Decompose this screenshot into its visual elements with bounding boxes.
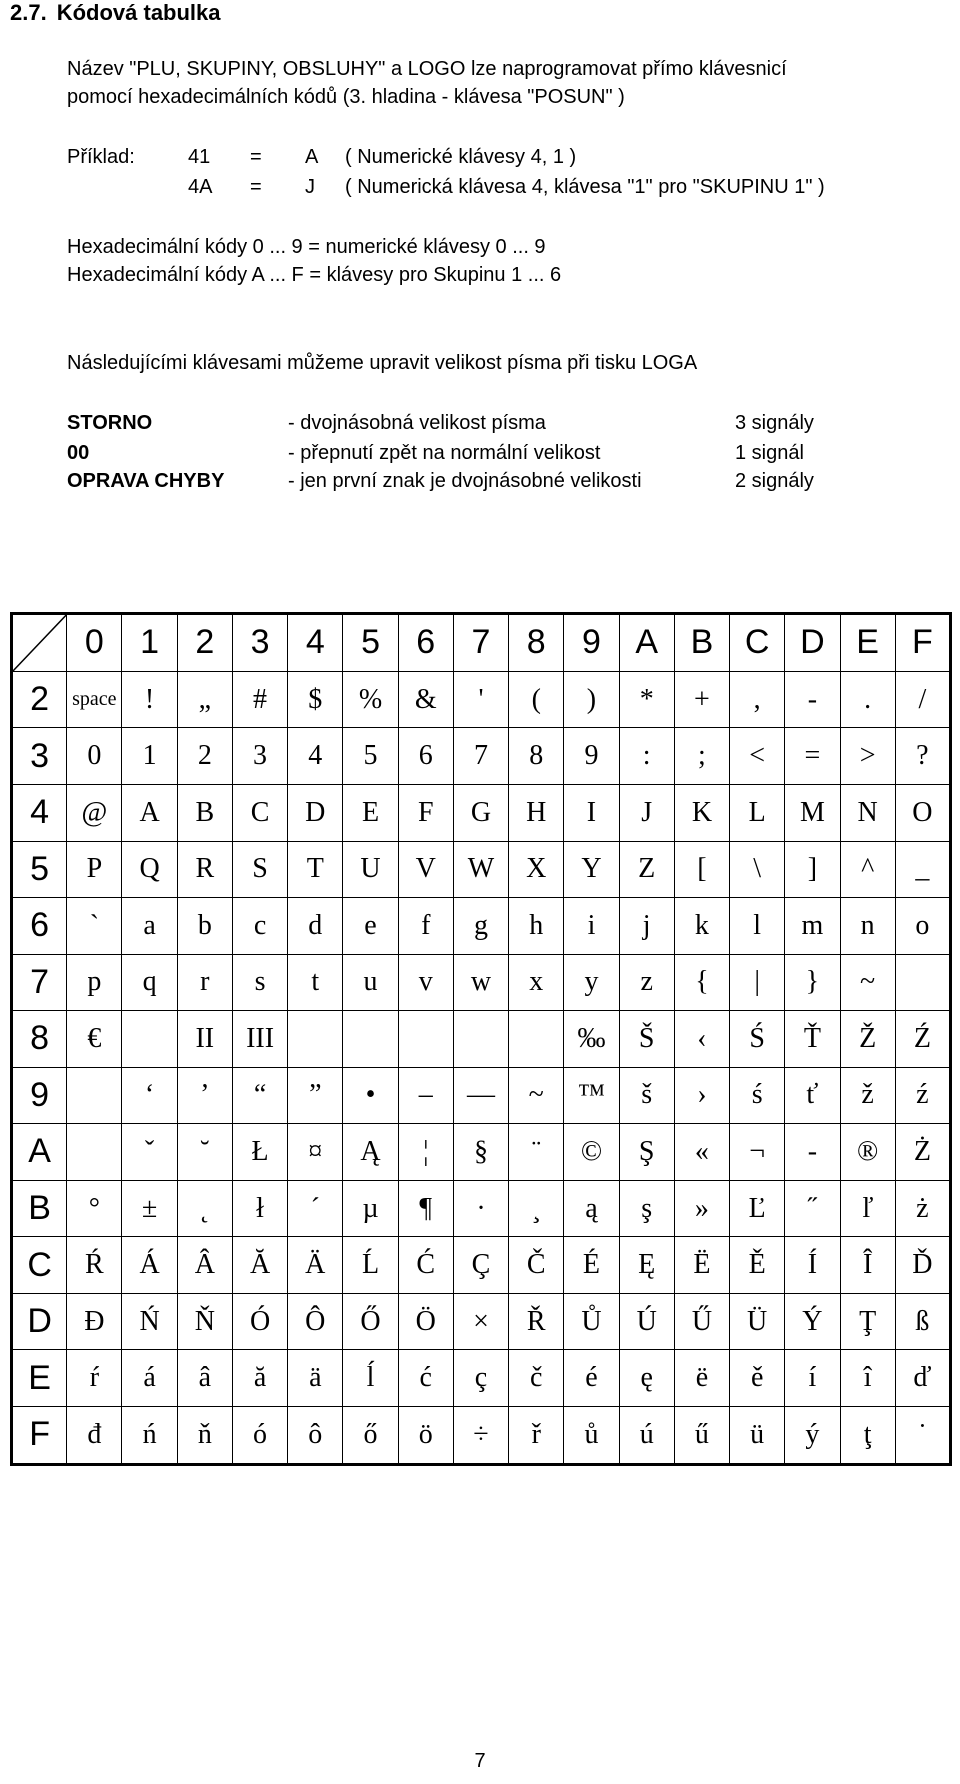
char-cell: s	[232, 954, 287, 1011]
char-cell: §	[453, 1124, 508, 1181]
char-cell: +	[674, 671, 729, 728]
char-cell: w	[453, 954, 508, 1011]
char-cell: Ř	[509, 1293, 564, 1350]
char-cell: ľ	[840, 1180, 895, 1237]
column-header: 6	[398, 614, 453, 672]
char-cell: X	[509, 841, 564, 898]
column-header: 9	[564, 614, 619, 672]
char-cell: V	[398, 841, 453, 898]
char-cell: }	[785, 954, 840, 1011]
column-header: E	[840, 614, 895, 672]
char-cell: Ă	[232, 1237, 287, 1294]
char-cell: Ä	[288, 1237, 343, 1294]
row-header: 6	[12, 898, 67, 955]
table-row	[12, 954, 951, 1011]
char-cell: ¤	[288, 1124, 343, 1181]
char-cell: ˘	[177, 1124, 232, 1181]
example-eq: =	[250, 146, 262, 168]
char-cell: Á	[122, 1237, 177, 1294]
char-cell: ó	[232, 1406, 287, 1464]
char-cell: Ú	[619, 1293, 674, 1350]
page-number: 7	[474, 1750, 486, 1772]
char-cell: Đ	[67, 1293, 122, 1350]
table-row	[12, 1237, 951, 1294]
hex-note-letters: Hexadecimální kódy A ... F = klávesy pro Skupinu 1 ... 6	[67, 264, 562, 286]
char-cell: R	[177, 841, 232, 898]
char-cell: ş	[619, 1180, 674, 1237]
char-cell	[67, 1067, 122, 1124]
key-desc: - dvojnásobná velikost písma	[288, 412, 546, 434]
char-cell: Ő	[343, 1293, 398, 1350]
char-cell: ž	[840, 1067, 895, 1124]
char-cell: Ű	[674, 1293, 729, 1350]
section-heading	[10, 0, 231, 26]
char-cell: É	[564, 1237, 619, 1294]
char-cell: c	[232, 898, 287, 955]
char-cell: š	[619, 1067, 674, 1124]
char-cell: Č	[509, 1237, 564, 1294]
char-cell: Ł	[232, 1124, 287, 1181]
char-cell: ň	[177, 1406, 232, 1464]
char-cell: Ŕ	[67, 1237, 122, 1294]
char-cell: ď	[895, 1350, 950, 1407]
char-cell: d	[288, 898, 343, 955]
char-cell: Ë	[674, 1237, 729, 1294]
char-cell: b	[177, 898, 232, 955]
char-cell: N	[840, 785, 895, 842]
column-header: C	[730, 614, 785, 672]
row-header: D	[12, 1293, 67, 1350]
char-cell: u	[343, 954, 398, 1011]
code-table	[10, 612, 952, 1466]
column-header: F	[895, 614, 950, 672]
char-cell: 8	[509, 728, 564, 785]
intro-line-2: pomocí hexadecimálních kódů (3. hladina - klávesa "POSUN" )	[67, 86, 625, 108]
char-cell: Ň	[177, 1293, 232, 1350]
char-cell: ^	[840, 841, 895, 898]
char-cell: 0	[67, 728, 122, 785]
table-row	[12, 1180, 951, 1237]
char-cell: III	[232, 1011, 287, 1068]
char-cell: ź	[895, 1067, 950, 1124]
char-cell: î	[840, 1350, 895, 1407]
table-row	[12, 671, 951, 728]
section-number: 2.7.	[10, 0, 47, 25]
char-cell	[509, 1011, 564, 1068]
char-cell: e	[343, 898, 398, 955]
char-cell: Ż	[895, 1124, 950, 1181]
char-cell	[288, 1011, 343, 1068]
char-cell	[453, 1011, 508, 1068]
char-cell: é	[564, 1350, 619, 1407]
char-cell: r	[177, 954, 232, 1011]
char-cell: q	[122, 954, 177, 1011]
char-cell: ;	[674, 728, 729, 785]
char-cell: Q	[122, 841, 177, 898]
char-cell: @	[67, 785, 122, 842]
char-cell: .	[840, 671, 895, 728]
char-cell: ü	[730, 1406, 785, 1464]
row-header: B	[12, 1180, 67, 1237]
char-cell: z	[619, 954, 674, 1011]
char-cell: -	[785, 671, 840, 728]
char-cell: A	[122, 785, 177, 842]
char-cell: a	[122, 898, 177, 955]
table-row	[12, 728, 951, 785]
row-header: 2	[12, 671, 67, 728]
key-name: 00	[67, 442, 90, 464]
char-cell: ‰	[564, 1011, 619, 1068]
char-cell: Ń	[122, 1293, 177, 1350]
row-header: 7	[12, 954, 67, 1011]
char-cell: #	[232, 671, 287, 728]
char-cell: Ě	[730, 1237, 785, 1294]
char-cell: H	[509, 785, 564, 842]
char-cell: Ö	[398, 1293, 453, 1350]
example-char: A	[305, 146, 319, 168]
char-cell: Â	[177, 1237, 232, 1294]
section-title: Kódová tabulka	[56, 0, 221, 25]
char-cell: 7	[453, 728, 508, 785]
char-cell: \	[730, 841, 785, 898]
char-cell: ę	[619, 1350, 674, 1407]
char-cell: Y	[564, 841, 619, 898]
char-cell: (	[509, 671, 564, 728]
char-cell: Ó	[232, 1293, 287, 1350]
key-signals: 1 signál	[735, 442, 804, 464]
char-cell: »	[674, 1180, 729, 1237]
char-cell: m	[785, 898, 840, 955]
row-header: C	[12, 1237, 67, 1294]
char-cell: Ć	[398, 1237, 453, 1294]
char-cell: ú	[619, 1406, 674, 1464]
char-cell: ś	[730, 1067, 785, 1124]
char-cell: ÷	[453, 1406, 508, 1464]
char-cell: ‘	[122, 1067, 177, 1124]
char-cell: µ	[343, 1180, 398, 1237]
char-cell: ů	[564, 1406, 619, 1464]
char-cell: 9	[564, 728, 619, 785]
char-cell: v	[398, 954, 453, 1011]
column-header: 7	[453, 614, 508, 672]
table-row	[12, 785, 951, 842]
char-cell: ë	[674, 1350, 729, 1407]
char-cell: space	[67, 671, 122, 728]
char-cell: ˇ	[122, 1124, 177, 1181]
char-cell: 4	[288, 728, 343, 785]
char-cell: ×	[453, 1293, 508, 1350]
code-table-grid	[10, 612, 952, 1466]
char-cell: Í	[785, 1237, 840, 1294]
char-cell: ż	[895, 1180, 950, 1237]
char-cell	[343, 1011, 398, 1068]
example-label: Příklad:	[67, 146, 135, 168]
char-cell: í	[785, 1350, 840, 1407]
char-cell: ’	[177, 1067, 232, 1124]
char-cell	[67, 1124, 122, 1181]
char-cell: $	[288, 671, 343, 728]
char-cell: Ý	[785, 1293, 840, 1350]
char-cell: «	[674, 1124, 729, 1181]
char-cell: y	[564, 954, 619, 1011]
char-cell: ť	[785, 1067, 840, 1124]
char-cell: Ą	[343, 1124, 398, 1181]
column-header: D	[785, 614, 840, 672]
char-cell: L	[730, 785, 785, 842]
char-cell: !	[122, 671, 177, 728]
char-cell: k	[674, 898, 729, 955]
char-cell: II	[177, 1011, 232, 1068]
char-cell: Ź	[895, 1011, 950, 1068]
char-cell: Ž	[840, 1011, 895, 1068]
char-cell: ¨	[509, 1124, 564, 1181]
char-cell: ”	[288, 1067, 343, 1124]
char-cell: Š	[619, 1011, 674, 1068]
char-cell: ł	[232, 1180, 287, 1237]
char-cell: '	[453, 671, 508, 728]
char-cell: W	[453, 841, 508, 898]
char-cell: ě	[730, 1350, 785, 1407]
column-header: 0	[67, 614, 122, 672]
char-cell: °	[67, 1180, 122, 1237]
table-row	[12, 1350, 951, 1407]
char-cell: ö	[398, 1406, 453, 1464]
char-cell: _	[895, 841, 950, 898]
char-cell: ©	[564, 1124, 619, 1181]
char-cell: o	[895, 898, 950, 955]
char-cell: =	[785, 728, 840, 785]
char-cell: ‹	[674, 1011, 729, 1068]
char-cell: â	[177, 1350, 232, 1407]
char-cell: g	[453, 898, 508, 955]
char-cell: 2	[177, 728, 232, 785]
char-cell: j	[619, 898, 674, 955]
char-cell: č	[509, 1350, 564, 1407]
char-cell: <	[730, 728, 785, 785]
example-code: 4A	[188, 176, 213, 198]
char-cell: >	[840, 728, 895, 785]
key-signals: 2 signály	[735, 470, 814, 492]
char-cell: ß	[895, 1293, 950, 1350]
char-cell: ~	[840, 954, 895, 1011]
char-cell: i	[564, 898, 619, 955]
char-cell: ]	[785, 841, 840, 898]
column-header: 4	[288, 614, 343, 672]
char-cell: %	[343, 671, 398, 728]
char-cell: đ	[67, 1406, 122, 1464]
char-cell: T	[288, 841, 343, 898]
example-eq: =	[250, 176, 262, 198]
row-header: E	[12, 1350, 67, 1407]
table-row	[12, 1067, 951, 1124]
table-row	[12, 898, 951, 955]
char-cell: ą	[564, 1180, 619, 1237]
char-cell: ŕ	[67, 1350, 122, 1407]
char-cell: ô	[288, 1406, 343, 1464]
char-cell: ý	[785, 1406, 840, 1464]
example-desc: ( Numerická klávesa 4, klávesa "1" pro "SKUPINU 1" )	[345, 176, 825, 198]
row-header: 5	[12, 841, 67, 898]
char-cell: ´	[288, 1180, 343, 1237]
key-name: STORNO	[67, 412, 153, 434]
char-cell: ®	[840, 1124, 895, 1181]
column-header: 3	[232, 614, 287, 672]
example-desc: ( Numerické klávesy 4, 1 )	[345, 146, 577, 168]
char-cell: ,	[730, 671, 785, 728]
char-cell: P	[67, 841, 122, 898]
char-cell: ń	[122, 1406, 177, 1464]
char-cell: h	[509, 898, 564, 955]
column-header: A	[619, 614, 674, 672]
table-row	[12, 841, 951, 898]
char-cell: ¦	[398, 1124, 453, 1181]
char-cell: ¸	[509, 1180, 564, 1237]
row-header: 3	[12, 728, 67, 785]
key-desc: - přepnutí zpět na normální velikost	[288, 442, 601, 464]
char-cell: O	[895, 785, 950, 842]
char-cell: ¬	[730, 1124, 785, 1181]
char-cell: t	[288, 954, 343, 1011]
char-cell: ~	[509, 1067, 564, 1124]
column-header: 2	[177, 614, 232, 672]
char-cell: Ę	[619, 1237, 674, 1294]
char-cell: M	[785, 785, 840, 842]
row-header: A	[12, 1124, 67, 1181]
char-cell: Ť	[785, 1011, 840, 1068]
char-cell: *	[619, 671, 674, 728]
char-cell: J	[619, 785, 674, 842]
char-cell: ű	[674, 1406, 729, 1464]
char-cell: I	[564, 785, 619, 842]
char-cell: -	[785, 1124, 840, 1181]
char-cell: S	[232, 841, 287, 898]
char-cell: ţ	[840, 1406, 895, 1464]
char-cell: x	[509, 954, 564, 1011]
char-cell: [	[674, 841, 729, 898]
char-cell: ·	[453, 1180, 508, 1237]
char-cell: ˛	[177, 1180, 232, 1237]
char-cell: €	[67, 1011, 122, 1068]
key-desc: - jen první znak je dvojnásobné velikosti	[288, 470, 642, 492]
table-row	[12, 1011, 951, 1068]
char-cell: “	[232, 1067, 287, 1124]
char-cell: Ľ	[730, 1180, 785, 1237]
char-cell: Z	[619, 841, 674, 898]
char-cell: Ô	[288, 1293, 343, 1350]
char-cell: p	[67, 954, 122, 1011]
char-cell: Ů	[564, 1293, 619, 1350]
table-row	[12, 1406, 951, 1464]
char-cell: 6	[398, 728, 453, 785]
char-cell: 1	[122, 728, 177, 785]
char-cell: /	[895, 671, 950, 728]
char-cell	[895, 954, 950, 1011]
column-header: 8	[509, 614, 564, 672]
column-header: 1	[122, 614, 177, 672]
char-cell: ™	[564, 1067, 619, 1124]
char-cell: ?	[895, 728, 950, 785]
char-cell: :	[619, 728, 674, 785]
char-cell: D	[288, 785, 343, 842]
char-cell: `	[67, 898, 122, 955]
key-name: OPRAVA CHYBY	[67, 470, 225, 492]
row-header: 9	[12, 1067, 67, 1124]
size-note: Následujícími klávesami můžeme upravit velikost písma při tisku LOGA	[67, 352, 698, 374]
char-cell	[398, 1011, 453, 1068]
char-cell: ă	[232, 1350, 287, 1407]
char-cell: Î	[840, 1237, 895, 1294]
char-cell: G	[453, 785, 508, 842]
char-cell: 5	[343, 728, 398, 785]
char-cell: „	[177, 671, 232, 728]
char-cell: —	[453, 1067, 508, 1124]
char-cell: Ś	[730, 1011, 785, 1068]
char-cell	[122, 1011, 177, 1068]
row-header: F	[12, 1406, 67, 1464]
char-cell: Ď	[895, 1237, 950, 1294]
char-cell: á	[122, 1350, 177, 1407]
char-cell: {	[674, 954, 729, 1011]
char-cell: –	[398, 1067, 453, 1124]
char-cell: ˙	[895, 1406, 950, 1464]
char-cell: &	[398, 671, 453, 728]
char-cell: Ç	[453, 1237, 508, 1294]
row-header: 8	[12, 1011, 67, 1068]
char-cell: B	[177, 785, 232, 842]
row-header: 4	[12, 785, 67, 842]
char-cell: ř	[509, 1406, 564, 1464]
column-header: B	[674, 614, 729, 672]
char-cell: •	[343, 1067, 398, 1124]
key-signals: 3 signály	[735, 412, 814, 434]
char-cell: )	[564, 671, 619, 728]
hex-note-digits: Hexadecimální kódy 0 ... 9 = numerické klávesy 0 ... 9	[67, 236, 546, 258]
char-cell: 3	[232, 728, 287, 785]
char-cell: f	[398, 898, 453, 955]
table-row	[12, 1293, 951, 1350]
char-cell: Ü	[730, 1293, 785, 1350]
char-cell: Ĺ	[343, 1237, 398, 1294]
char-cell: Ş	[619, 1124, 674, 1181]
intro-line-1: Název "PLU, SKUPINY, OBSLUHY" a LOGO lze naprogramovat přímo klávesnicí	[67, 58, 787, 80]
table-corner	[12, 614, 67, 672]
table-header-row	[12, 614, 951, 672]
char-cell: ő	[343, 1406, 398, 1464]
char-cell: ¶	[398, 1180, 453, 1237]
char-cell: ĺ	[343, 1350, 398, 1407]
char-cell: ć	[398, 1350, 453, 1407]
char-cell: |	[730, 954, 785, 1011]
char-cell: ä	[288, 1350, 343, 1407]
char-cell: U	[343, 841, 398, 898]
char-cell: C	[232, 785, 287, 842]
example-code: 41	[188, 146, 211, 168]
char-cell: K	[674, 785, 729, 842]
char-cell: F	[398, 785, 453, 842]
char-cell: ç	[453, 1350, 508, 1407]
char-cell: ˝	[785, 1180, 840, 1237]
char-cell: E	[343, 785, 398, 842]
char-cell: n	[840, 898, 895, 955]
char-cell: Ţ	[840, 1293, 895, 1350]
example-char: J	[305, 176, 315, 198]
table-row	[12, 1124, 951, 1181]
char-cell: l	[730, 898, 785, 955]
column-header: 5	[343, 614, 398, 672]
char-cell: ›	[674, 1067, 729, 1124]
char-cell: ±	[122, 1180, 177, 1237]
